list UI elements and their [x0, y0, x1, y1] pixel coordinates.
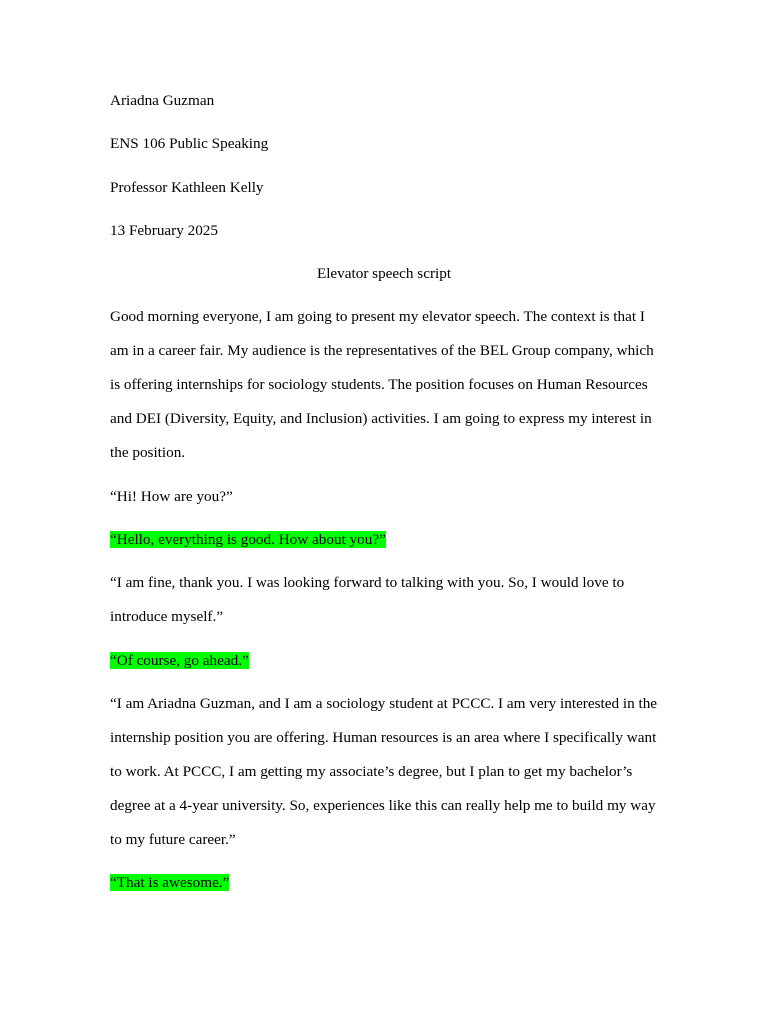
- dialogue-line-4: [110, 644, 658, 678]
- dialogue-line-5: “I am Ariadna Guzman, and I am a sociology student at PCCC. I am very interested in the internship position you are offering. Human resources is an area where I specifically want to work. At PCCC, I am getting my associate’s degree, but I plan to get my bachelor’s degree at a 4-year university. So, experiences like this can really help me to build my way to my future career.”: [110, 694, 658, 848]
- dialogue-line-1: [110, 480, 658, 514]
- dialogue-line-6: [110, 866, 658, 900]
- highlighted-dialogue-text-4: “Of course, go ahead.”: [110, 651, 249, 669]
- professor-name: Professor Kathleen Kelly: [110, 178, 264, 196]
- course-name: ENS 106 Public Speaking: [110, 135, 269, 153]
- document-title: Elevator speech script: [316, 265, 452, 283]
- dialogue-line-2: [110, 523, 658, 557]
- document-date: 13 February 2025: [110, 221, 218, 239]
- dialogue-text-1: “Hi! How are you?”: [110, 487, 233, 505]
- author-name: Ariadna Guzman: [110, 92, 215, 109]
- dialogue-line-3: “I am fine, thank you. I was looking forward to talking with you. So, I would love to introduce myself.”: [110, 574, 625, 626]
- highlighted-dialogue-text-6: “That is awesome.”: [110, 874, 230, 892]
- highlighted-dialogue-text-2: “Hello, everything is good. How about you?”: [110, 531, 386, 549]
- intro-paragraph: Good morning everyone, I am going to present my elevator speech. The context is that I am in a career fair. My audience is the representatives of the BEL Group company, which is offering internships for sociology students. The position focuses on Human Resources and DEI (Diversity, Equity, and Inclusion) activities. I am going to express my interest in the position.: [110, 308, 654, 462]
- document-content: [110, 84, 658, 910]
